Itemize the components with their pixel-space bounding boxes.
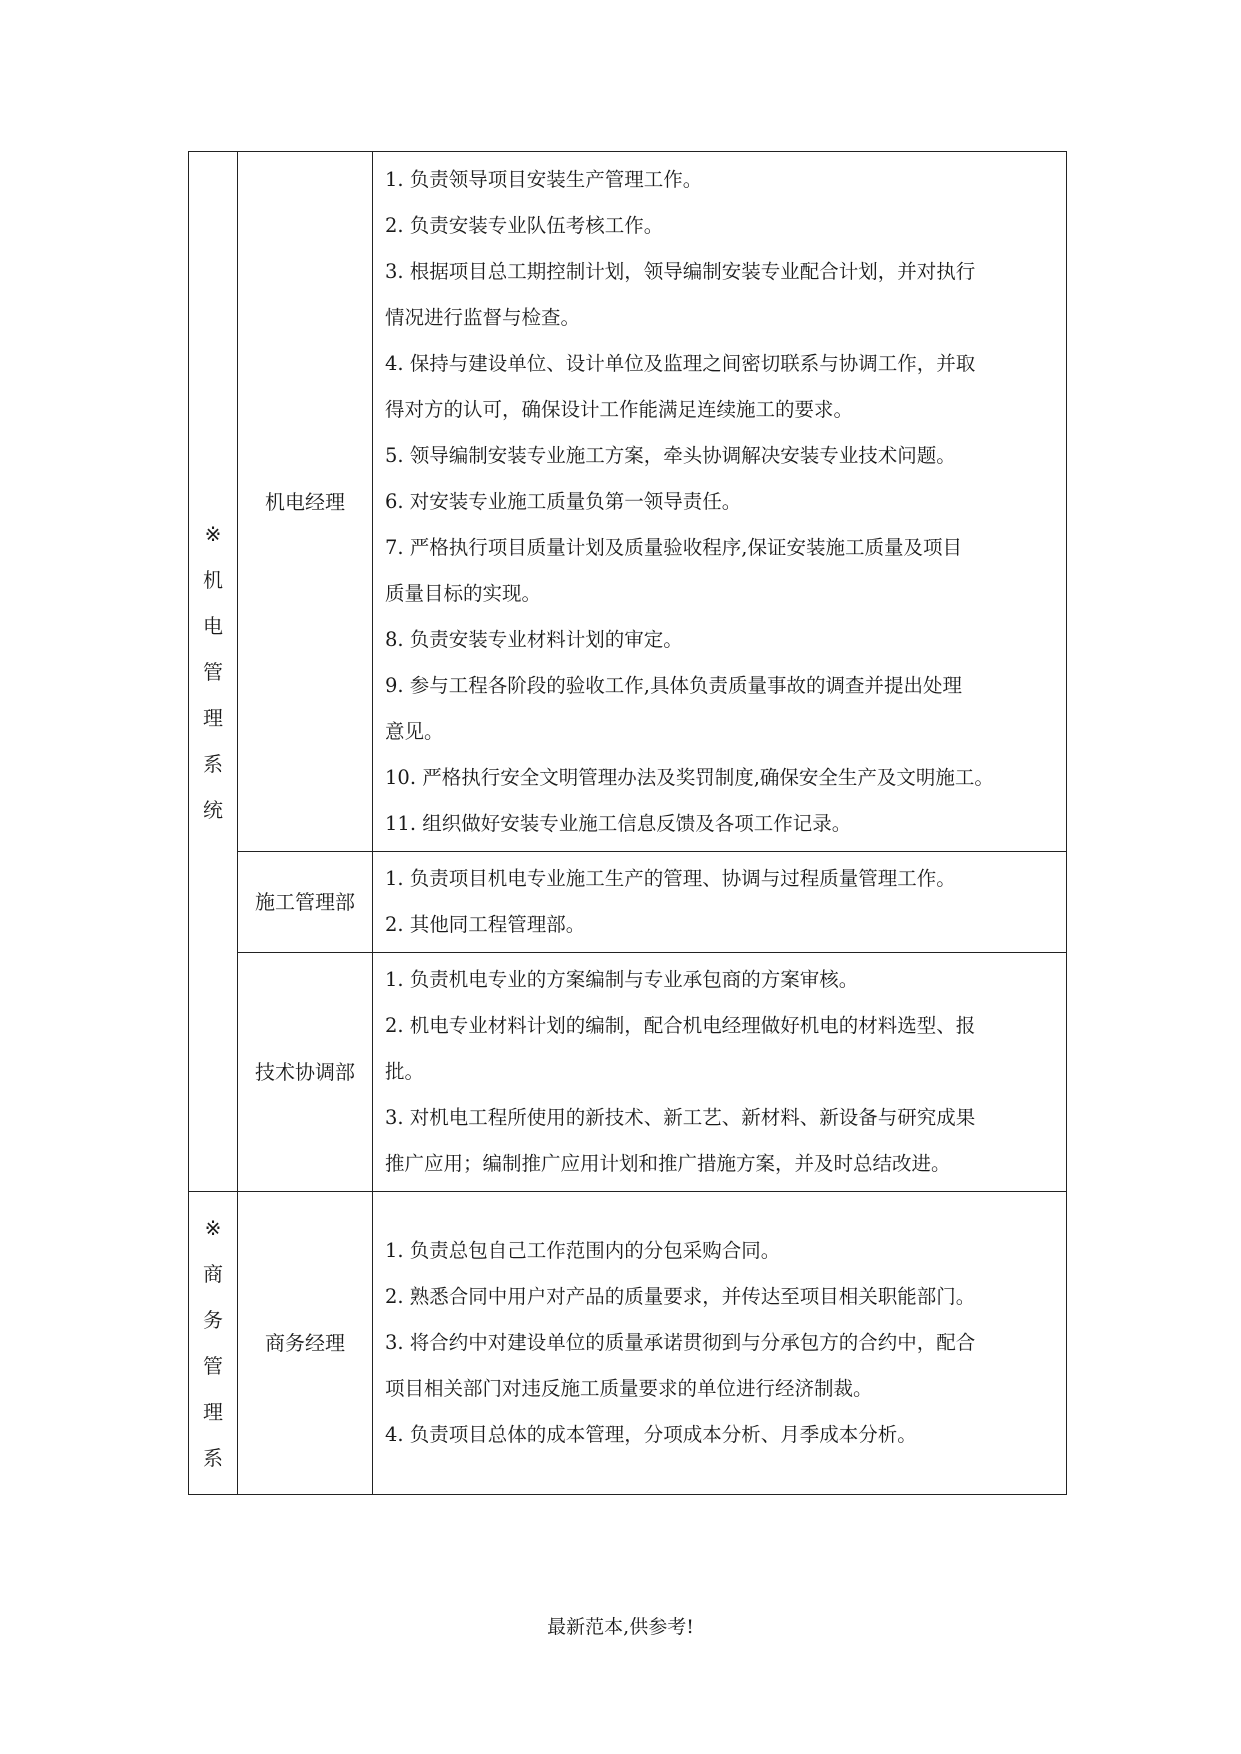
duty-line: 1. 负责项目机电专业施工生产的管理、协调与过程质量管理工作。 (385, 867, 956, 890)
duties-tech-coordination-dept (373, 953, 1067, 1192)
duty-line: 5. 领导编制安装专业施工方案，牵头协调解决安装专业技术问题。 (385, 443, 956, 467)
duty-line: 6. 对安装专业施工质量负第一领导责任。 (385, 489, 742, 513)
duty-line: 2. 熟悉合同中用户对产品的质量要求，并传达至项目相关职能部门。 (385, 1285, 976, 1308)
duty-line: 3. 将合约中对建设单位的质量承诺贯彻到与分承包方的合约中，配合 (385, 1331, 976, 1354)
system-name-commercial: ※ 商 务 管 理 系 (203, 1216, 223, 1470)
duty-line: 3. 根据项目总工期控制计划，领导编制安装专业配合计划，并对执行 (385, 259, 976, 283)
duties-construction-dept (373, 852, 1067, 953)
role-name-mep-manager: 机电经理 (238, 152, 373, 852)
role-name-commercial-manager: 商务经理 (238, 1192, 373, 1495)
duty-line: 4. 负责项目总体的成本管理，分项成本分析、月季成本分析。 (385, 1423, 917, 1446)
duty-line: 9. 参与工程各阶段的验收工作,具体负责质量事故的调查并提出处理 (385, 673, 963, 697)
duty-line: 意见。 (385, 719, 444, 743)
duty-line: 3. 对机电工程所使用的新技术、新工艺、新材料、新设备与研究成果 (385, 1106, 976, 1129)
system-name-cell (189, 152, 238, 1192)
duties-commercial-manager (373, 1192, 1067, 1495)
page-footer: 最新范本,供参考! (547, 1616, 694, 1638)
system-name-cell (189, 1192, 238, 1495)
table-row (189, 953, 1067, 1192)
duty-line: 7. 严格执行项目质量计划及质量验收程序,保证安装施工质量及项目 (385, 535, 963, 559)
system-name-mep: ※ 机 电 管 理 系 统 (203, 521, 223, 822)
duty-line: 1. 负责总包自己工作范围内的分包采购合同。 (385, 1239, 781, 1262)
role-name-tech-coordination-dept: 技术协调部 (238, 953, 373, 1192)
duty-line: 2. 机电专业材料计划的编制，配合机电经理做好机电的材料选型、报 (385, 1014, 976, 1037)
table-row (189, 852, 1067, 953)
duty-line: 情况进行监督与检查。 (385, 305, 581, 329)
duties-mep-manager (373, 152, 1067, 852)
duty-line: 质量目标的实现。 (385, 581, 542, 605)
duty-line: 得对方的认可，确保设计工作能满足连续施工的要求。 (385, 397, 854, 421)
duty-line: 4. 保持与建设单位、设计单位及监理之间密切联系与协调工作，并取 (385, 351, 976, 375)
duty-line: 1. 负责机电专业的方案编制与专业承包商的方案审核。 (385, 968, 859, 991)
responsibility-table (188, 151, 1067, 1495)
duty-line: 项目相关部门对违反施工质量要求的单位进行经济制裁。 (385, 1377, 873, 1400)
duty-line: 推广应用；编制推广应用计划和推广措施方案，并及时总结改进。 (385, 1152, 951, 1175)
role-name-construction-dept: 施工管理部 (238, 852, 373, 953)
duty-line: 8. 负责安装专业材料计划的审定。 (385, 627, 683, 651)
table-row (189, 1192, 1067, 1495)
duty-line: 1. 负责领导项目安装生产管理工作。 (385, 167, 703, 191)
duty-line: 11. 组织做好安装专业施工信息反馈及各项工作记录。 (385, 811, 852, 835)
duty-line: 10. 严格执行安全文明管理办法及奖罚制度,确保安全生产及文明施工。 (385, 765, 994, 789)
duty-line: 批。 (385, 1060, 425, 1083)
duty-line: 2. 其他同工程管理部。 (385, 913, 586, 936)
duty-line: 2. 负责安装专业队伍考核工作。 (385, 213, 664, 237)
table-row (189, 152, 1067, 852)
